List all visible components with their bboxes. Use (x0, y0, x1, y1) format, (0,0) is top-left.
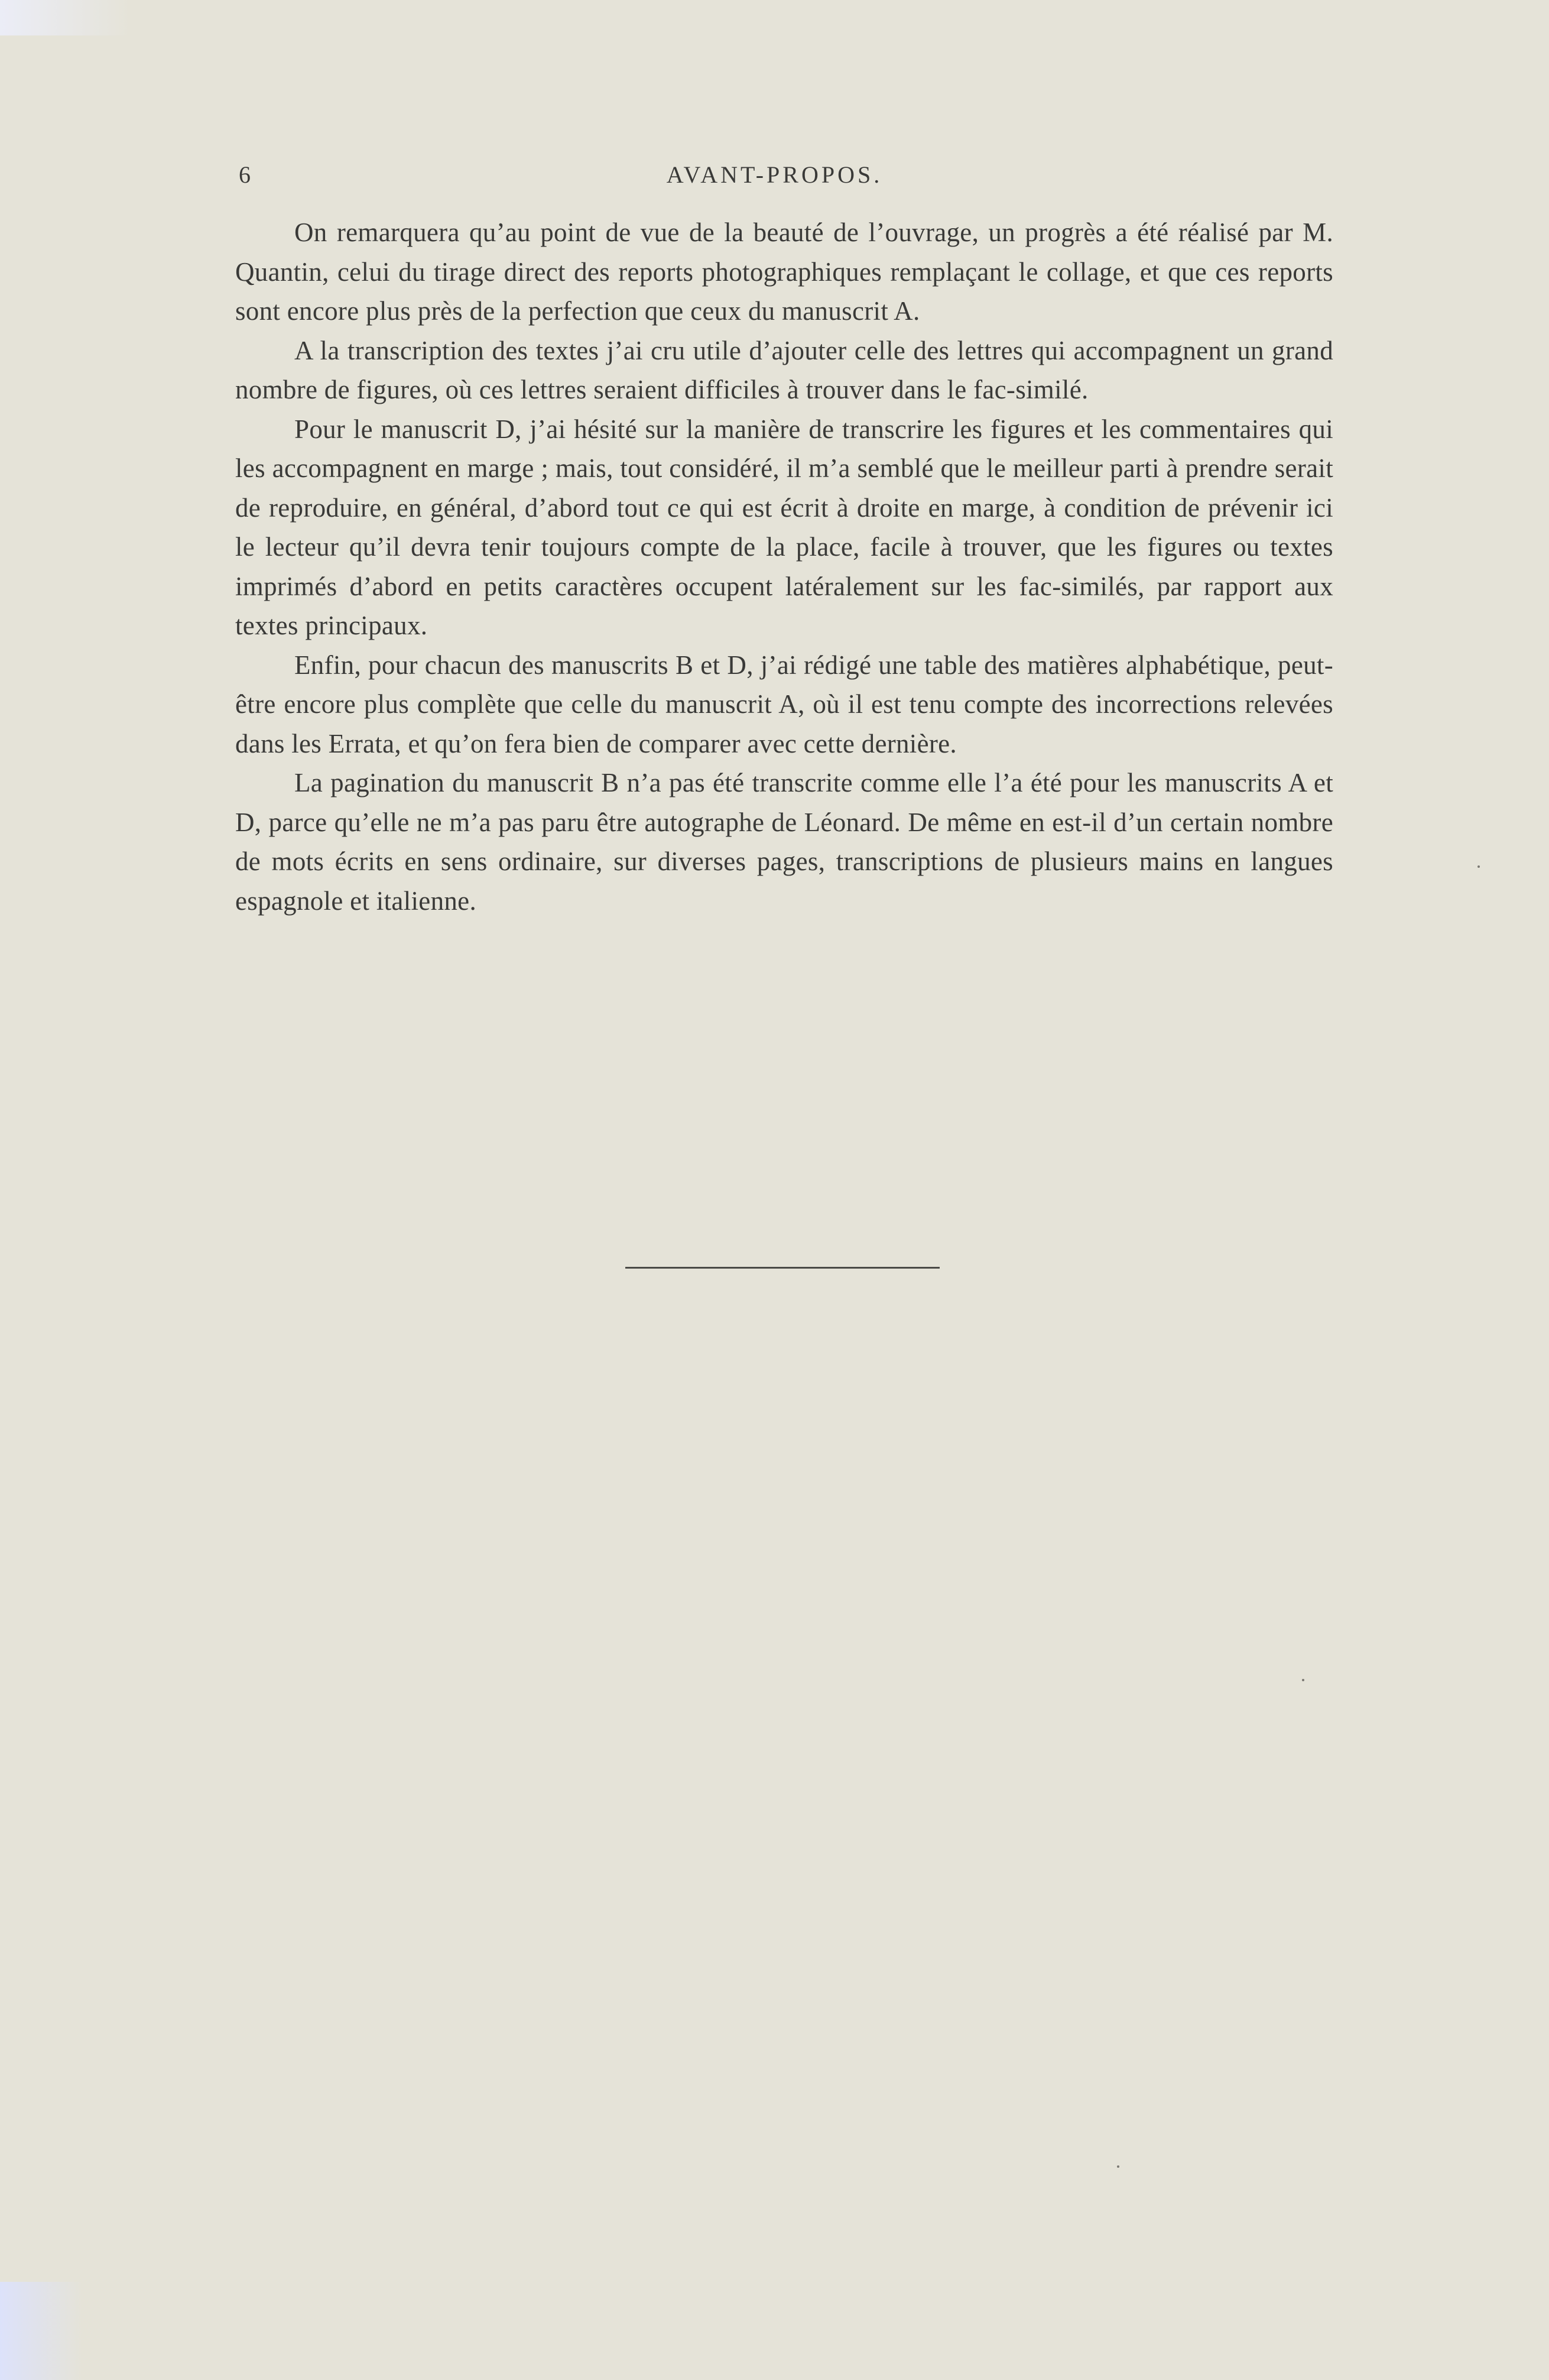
scan-speck (1477, 865, 1480, 868)
closing-rule (625, 1267, 940, 1269)
page-number: 6 (239, 161, 251, 188)
scan-edge-tint-bottom (0, 2282, 83, 2380)
paragraph-4: Enfin, pour chacun des manuscrits B et D, j’ai rédigé une table des matières alphabétique, peut-être encore plus complète que celle du manuscrit A, où il est tenu compte des incorrections relevées dans les Errata, et qu’on fera bien de comparer avec cette dernière. (235, 650, 1333, 758)
body-text (235, 213, 1333, 920)
scan-edge-tint-top (0, 0, 130, 35)
running-title: AVANT-PROPOS. (666, 161, 883, 188)
scan-speck (1302, 1679, 1304, 1681)
paragraph-3: Pour le manuscrit D, j’ai hésité sur la manière de transcrire les figures et les commentaires qui les accompagnent en marge ; mais, tout considéré, il m’a semblé que le meilleur parti à prendre serait de reproduire, en général, d’abord tout ce qui est écrit à droite en marge, à condition de prévenir ici le lecteur qu’il devra tenir toujours compte de la place, facile à trouver, que les figures ou textes imprimés d’abord en petits caractères occupent latéralement sur les fac-similés, par rapport aux textes principaux. (235, 414, 1333, 640)
paragraph-2: A la transcription des textes j’ai cru utile d’ajouter celle des lettres qui accompagnent un grand nombre de figures, où ces lettres seraient difficiles à trouver dans le fac-similé. (235, 335, 1333, 404)
paragraph-1: On remarquera qu’au point de vue de la beauté de l’ouvrage, un progrès a été réalisé par M. Quantin, celui du tirage direct des reports photographiques remplaçant le collage, et que ces reports sont encore plus près de la perfection que ceux du manuscrit A. (235, 218, 1333, 326)
paragraph-5: La pagination du manuscrit B n’a pas été transcrite comme elle l’a été pour les manuscrits A et D, parce qu’elle ne m’a pas paru être autographe de Léonard. De même en est-il d’un certain nombre de mots écrits en sens ordinaire, sur diverses pages, transcriptions de plusieurs mains en langues espagnole et italienne. (235, 768, 1333, 916)
scan-speck (1117, 2165, 1119, 2168)
